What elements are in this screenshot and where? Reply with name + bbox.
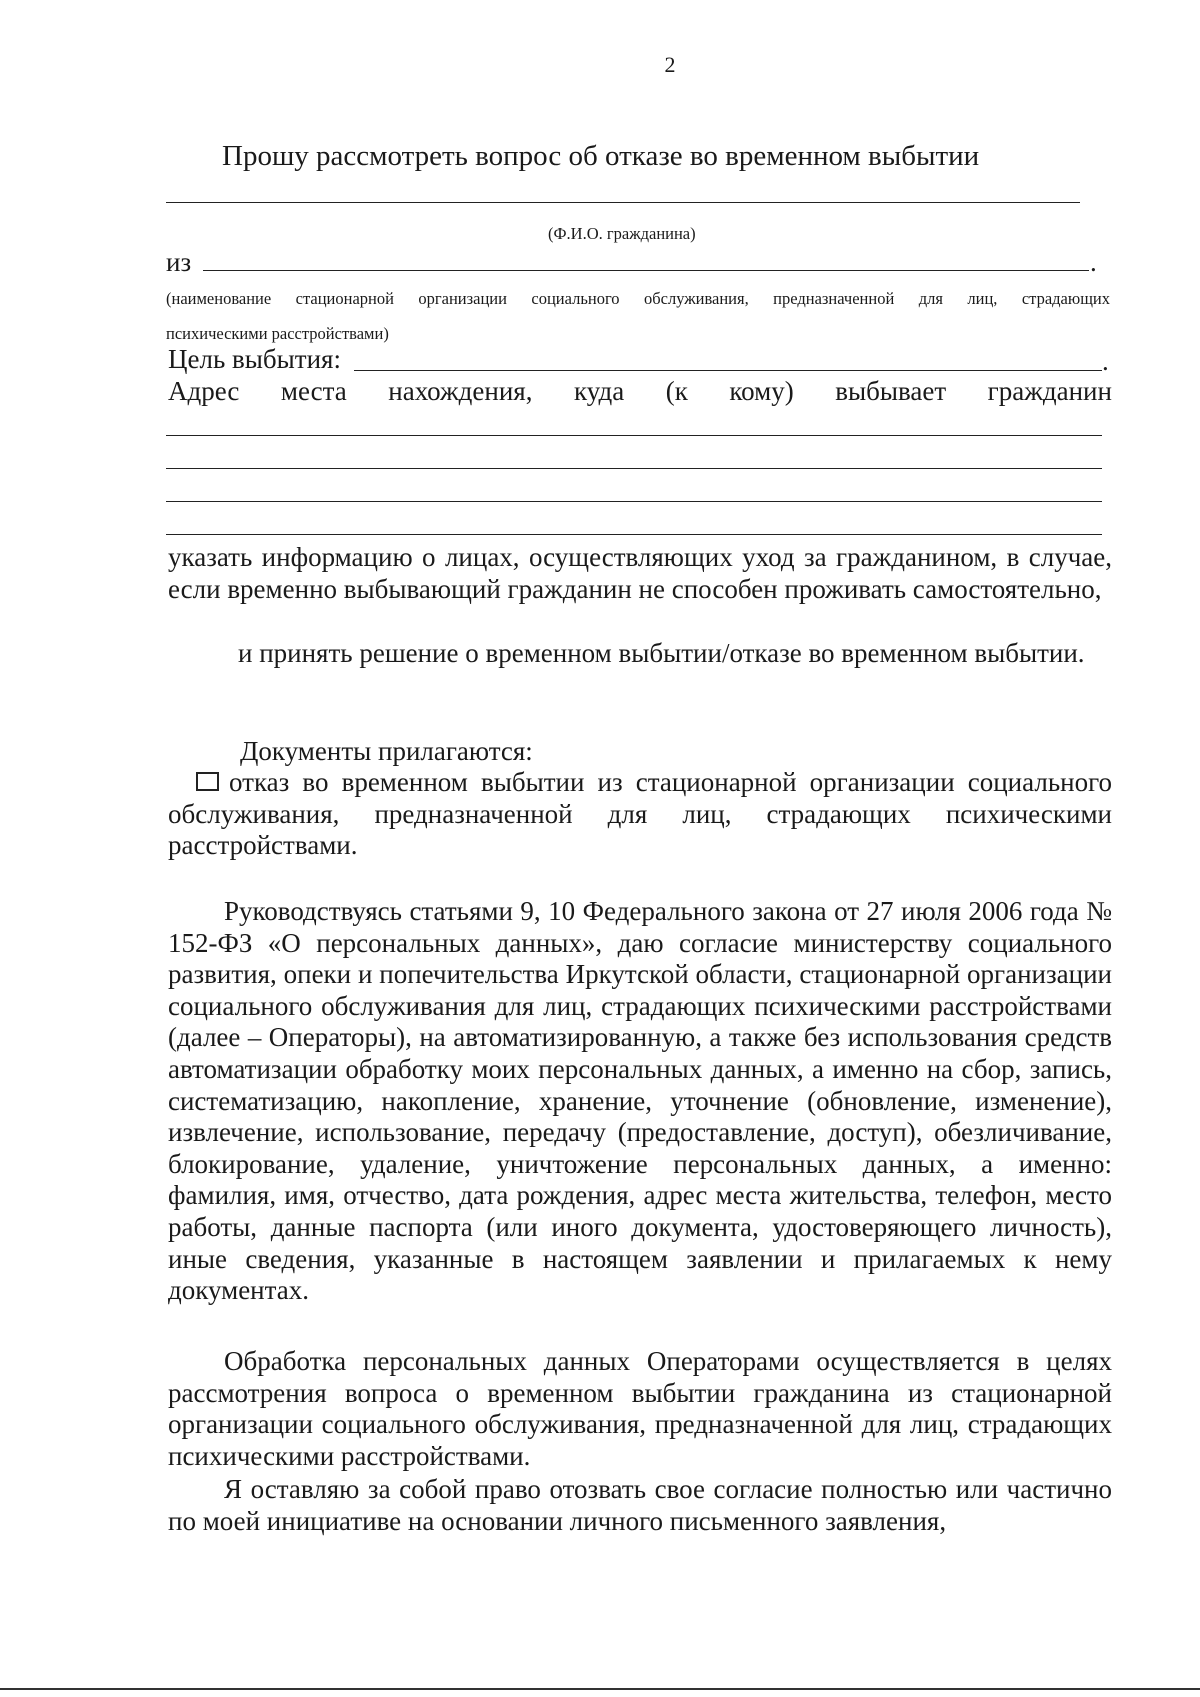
org-caption-line2: психическими расстройствами) xyxy=(166,324,389,343)
address-word: места xyxy=(280,376,347,406)
address-word: куда xyxy=(573,376,625,406)
from-field-line[interactable] xyxy=(203,270,1089,271)
document-item xyxy=(168,767,1112,862)
document-item-text: отказ во временном выбытии из стационарной организации социального обслуживания, предназначенной для лиц, страдающих психическими расстройствами. xyxy=(168,767,1112,860)
from-label: из xyxy=(166,247,192,277)
document-checkbox[interactable] xyxy=(196,772,219,791)
address-field-line[interactable] xyxy=(166,468,1102,469)
decision-paragraph: и принять решение о временном выбытии/отказе во временном выбытии. xyxy=(238,638,1085,668)
address-word: выбывает xyxy=(835,376,947,406)
from-period: . xyxy=(1090,247,1097,277)
address-word: (к xyxy=(665,376,688,406)
address-word: кому) xyxy=(729,376,794,406)
address-label xyxy=(168,376,1112,407)
withdraw-paragraph: Я оставляю за собой право отозвать свое согласие полностью или частично по моей инициативе на основании личного письменного заявления, xyxy=(168,1474,1112,1536)
purpose-field-line[interactable] xyxy=(354,370,1102,371)
fio-caption: (Ф.И.О. гражданина) xyxy=(548,224,696,243)
purpose-label: Цель выбытия: xyxy=(168,344,341,374)
consent-paragraph: Руководствуясь статьями 9, 10 Федерального закона от 27 июля 2006 года № 152-ФЗ «О персональных данных», даю согласие министерству социального развития, опеки и попечительства Иркутской области, стационарной организации социального обслуживания для лиц, страдающих психическими расстройствами (далее – Операторы), на автоматизированную, а также без использования средств автоматизации обработку моих персональных данных, а именно на сбор, запись, систематизацию, накопление, хранение, уточнение (обновление, изменение), извлечение, использование, передачу (предоставление, доступ), обезличивание, блокирование, удаление, уничтожение персональных данных, а именно: фамилия, имя, отчество, дата рождения, адрес места жительства, телефон, место работы, данные паспорта (или иного документа, удостоверяющего личность), иные сведения, указанные в настоящем заявлении и прилагаемых к нему документах. xyxy=(168,896,1112,1306)
purpose-period: . xyxy=(1102,346,1109,376)
caregivers-paragraph: указать информацию о лицах, осуществляющих уход за гражданином, в случае, если временно выбывающий гражданин не способен проживать самостоятельно, xyxy=(168,542,1112,604)
documents-title: Документы прилагаются: xyxy=(240,736,533,766)
address-word: Адрес xyxy=(168,376,240,406)
address-field-line[interactable] xyxy=(166,501,1102,502)
bottom-divider xyxy=(0,1688,1200,1690)
address-field-line[interactable] xyxy=(166,534,1102,535)
address-word: гражданин xyxy=(987,376,1112,406)
processing-paragraph: Обработка персональных данных Операторами осуществляется в целях рассмотрения вопроса о временном выбытии гражданина из стационарной организации социального обслуживания, предназначенной для лиц, страдающих психическими расстройствами. xyxy=(168,1346,1112,1471)
page-heading: Прошу рассмотреть вопрос об отказе во временном выбытии xyxy=(222,140,980,172)
page-number: 2 xyxy=(664,52,676,77)
fio-field-line[interactable] xyxy=(166,202,1080,203)
address-field-line[interactable] xyxy=(166,435,1102,436)
address-word: нахождения, xyxy=(388,376,533,406)
org-caption-line1: (наименование стационарной организации социального обслуживания, предназначенной для лиц, страдающих xyxy=(166,289,1110,308)
